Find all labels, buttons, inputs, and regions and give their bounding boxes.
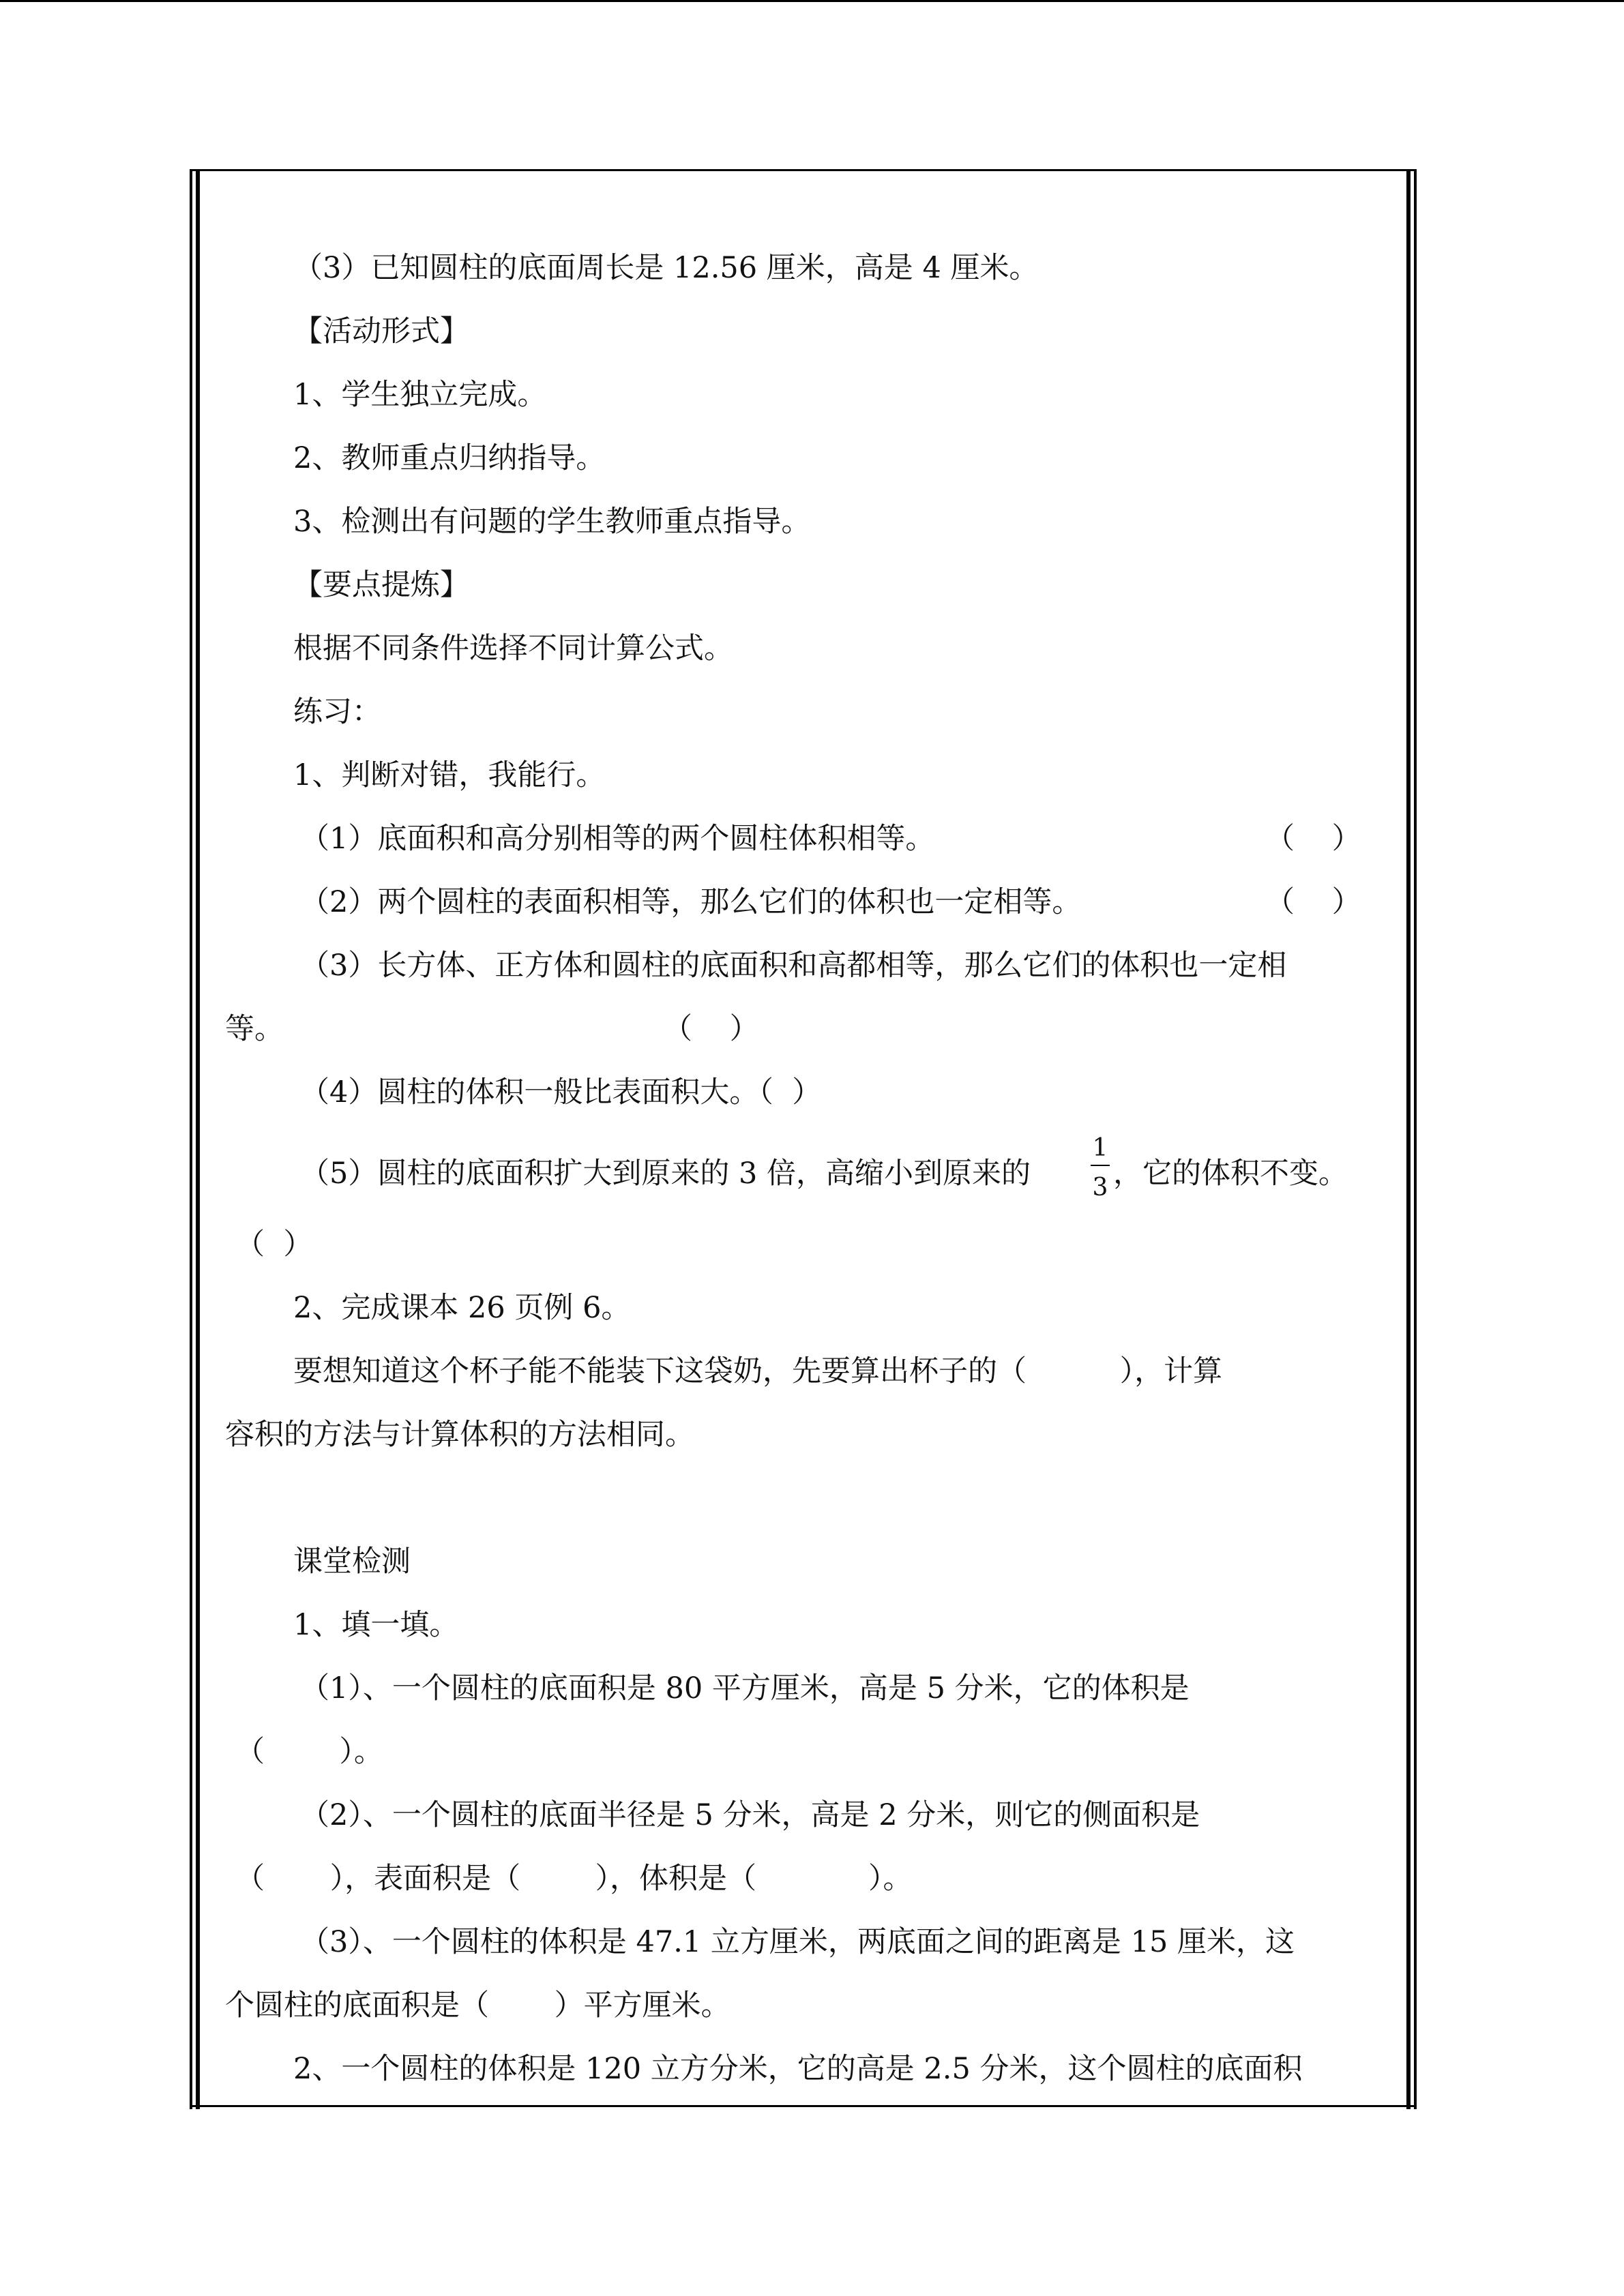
- fill-question-3: （3）、一个圆柱的体积是 47.1 立方厘米，两底面之间的距离是 15 厘米，这: [300, 1925, 1295, 1959]
- text-line-activity-3: 3、检测出有问题的学生教师重点指导。: [293, 505, 811, 539]
- fill-question-2: （2）、一个圆柱的底面半径是 5 分米，高是 2 分米，则它的侧面积是: [300, 1798, 1200, 1832]
- fraction-denominator: 3: [1092, 1174, 1108, 1202]
- question-1-text: （1）底面积和高分别相等的两个圆柱体积相等。: [300, 822, 935, 856]
- fraction-bar: [1091, 1165, 1110, 1166]
- text-line-textbook-example: 2、完成课本 26 页例 6。: [293, 1291, 631, 1325]
- text-line-cylinder-volume-120: 2、一个圆柱的体积是 120 立方分米，它的高是 2.5 分米，这个圆柱的底面积: [293, 2052, 1303, 2086]
- text-line-activity-2: 2、教师重点归纳指导。: [293, 441, 606, 475]
- right-border-inner: [1406, 169, 1411, 2109]
- text-line-volume-method: 容积的方法与计算体积的方法相同。: [225, 1418, 694, 1452]
- fill-question-1-blank: （ ）。: [235, 1735, 383, 1769]
- heading-activity-form: 【活动形式】: [293, 314, 469, 348]
- question-3-text-cont: 等。: [225, 1012, 284, 1046]
- bottom-border: [190, 2105, 1417, 2107]
- question-2-text: （2）两个圆柱的表面积相等，那么它们的体积也一定相等。: [300, 885, 1082, 919]
- page-top-border: [0, 0, 1624, 2]
- left-border-outer: [190, 169, 192, 2109]
- question-5-text-end: ，它的体积不变。: [1113, 1157, 1348, 1191]
- fill-question-1: （1）、一个圆柱的底面积是 80 平方厘米，高是 5 分米，它的体积是: [300, 1671, 1190, 1705]
- question-5-text: （5）圆柱的底面积扩大到原来的 3 倍，高缩小到原来的: [300, 1157, 1031, 1191]
- question-4-text: （4）圆柱的体积一般比表面积大。（ ）: [300, 1075, 822, 1109]
- fill-question-3-cont: 个圆柱的底面积是（ ）平方厘米。: [225, 1988, 730, 2023]
- question-3-text: （3）长方体、正方体和圆柱的底面积和高都相等，那么它们的体积也一定相: [300, 949, 1287, 983]
- fill-question-2-blanks: （ ），表面积是（ ），体积是（ ）。: [235, 1862, 913, 1896]
- question-2-answer-blank: （ ）: [1265, 885, 1361, 919]
- heading-exercise: 练习：: [293, 695, 381, 729]
- text-line-fill-in: 1、填一填。: [293, 1608, 459, 1642]
- top-border: [190, 169, 1417, 171]
- question-1-answer-blank: （ ）: [1265, 822, 1361, 856]
- question-3-answer-blank: （ ）: [663, 1012, 759, 1046]
- heading-key-points: 【要点提炼】: [293, 568, 469, 602]
- fraction-numerator: 1: [1092, 1134, 1108, 1162]
- right-border-outer: [1414, 169, 1417, 2109]
- text-line-key-points: 根据不同条件选择不同计算公式。: [293, 631, 733, 666]
- text-line-activity-1: 1、学生独立完成。: [293, 378, 547, 412]
- heading-class-test: 课堂检测: [293, 1545, 411, 1579]
- question-5-answer-blank: （ ）: [235, 1227, 313, 1262]
- left-border-inner: [196, 169, 200, 2109]
- text-line-known-cylinder: （3）已知圆柱的底面周长是 12.56 厘米，高是 4 厘米。: [293, 251, 1039, 285]
- text-line-cup-milk: 要想知道这个杯子能不能装下这袋奶，先要算出杯子的（ ），计算: [293, 1354, 1223, 1388]
- text-line-true-false: 1、判断对错，我能行。: [293, 758, 606, 792]
